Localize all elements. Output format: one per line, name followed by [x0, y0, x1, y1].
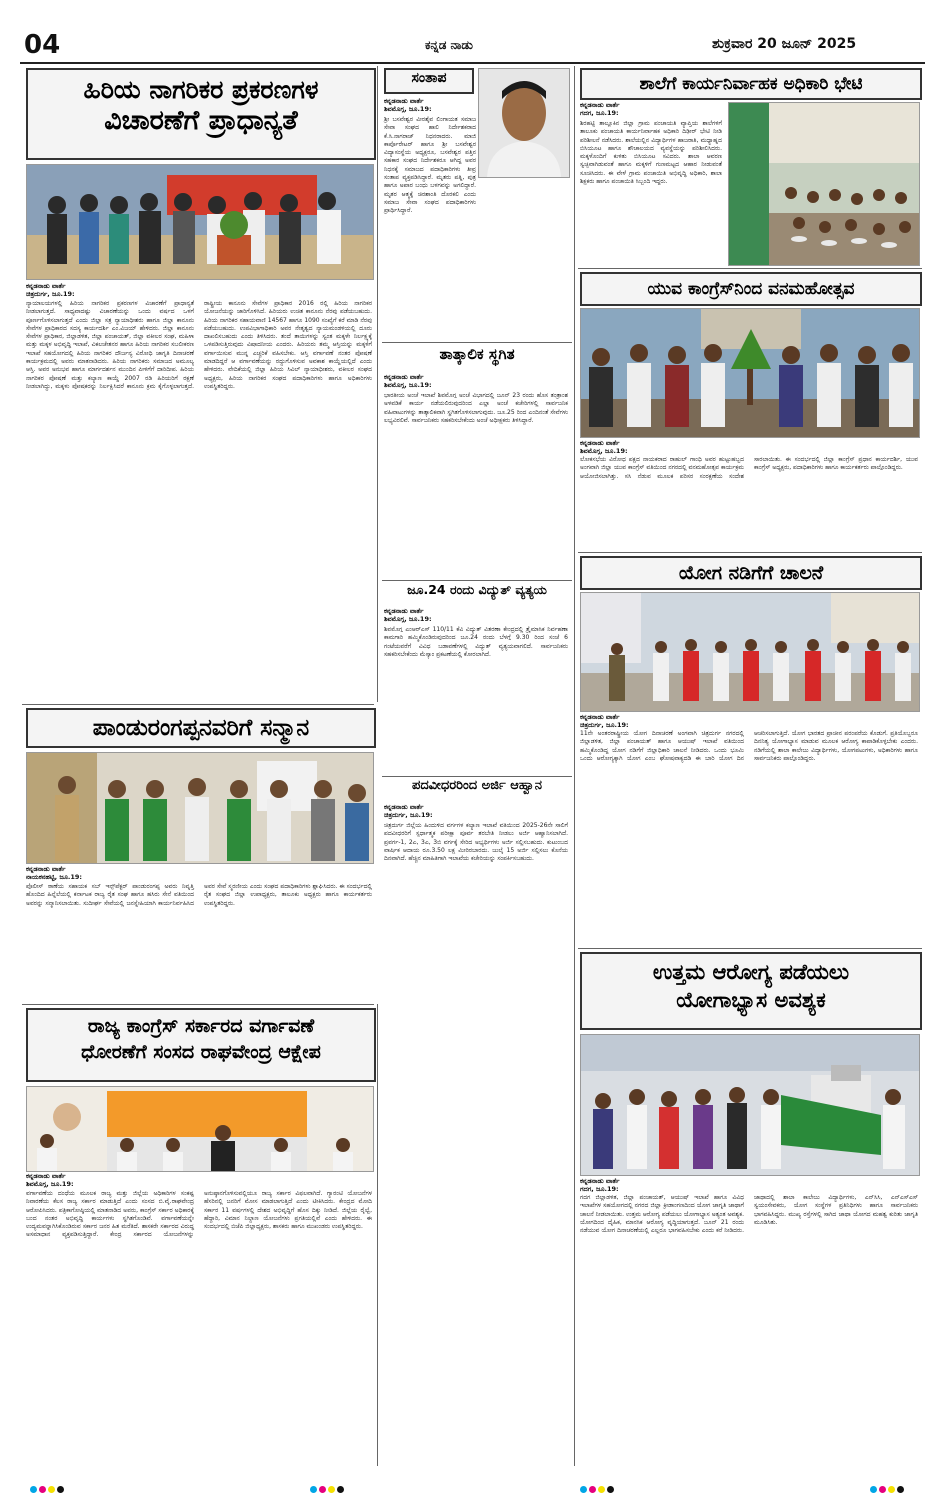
powercut-headline: ಜೂ.24 ರಂದು ವಿದ್ಯುತ್ ವ್ಯತ್ಯಯ — [407, 582, 547, 597]
applications-body: ಚಿತ್ರದುರ್ಗ ಜಿಲ್ಲೆಯ ಹಿಂದುಳಿದ ವರ್ಗಗಳ ಕಲ್ಯಾಣ ಇಲಾಖೆ ವತಿಯಿಂದ 2025-26ನೇ ಸಾಲಿಗೆ ಪದವೀಧರರಿಗೆ ಸ್ಪರ್ಧಾತ್ಮಕ ಪರೀಕ್ಷಾ ಪೂರ್ವ ತರಬೇತಿ ನೀಡಲು ಅರ್ಜಿ ಆಹ್ವಾನಿಸಲಾಗಿದೆ. ಪ್ರವರ್ಗ-1, 2ಎ, 3ಎ, 3ಬಿ ವರ್ಗಕ್ಕೆ ಸೇರಿದ ಅಭ್ಯರ್ಥಿಗಳು ಅರ್ಜಿ ಸಲ್ಲಿಸಬಹುದು. ಕುಟುಂಬದ ವಾರ್ಷಿಕ ಆದಾಯ ರೂ.3.50 ಲಕ್ಷ ಮೀರಿರಬಾರದು. ಜುಲೈ 15 ಅರ್ಜಿ ಸಲ್ಲಿಸಲು ಕೊನೆಯ ದಿನವಾಗಿದೆ. ಹೆಚ್ಚಿನ ಮಾಹಿತಿಗಾಗಿ ಇಲಾಖೆಯ ಕಚೇರಿಯನ್ನು ಸಂಪರ್ಕಿಸಬಹುದು. — [384, 822, 568, 863]
condolence-portrait — [478, 68, 570, 178]
congress-mp-body: ವರ್ಗಾವಣೆಯ ದಂಧೆಯ ಮೂಲಕ ರಾಜ್ಯ ಮತ್ತು ಜಿಲ್ಲೆಯ ಅಧಿಕಾರಿಗಳ ಸಂಕಷ್ಟ ನಿವಾರಣೆಯ ಕೆಲಸ ರಾಜ್ಯ ಸರ್ಕಾರ ಮಾಡುತ್ತಿದೆ ಎಂದು ಸಂಸದ ಬಿ.ವೈ.ರಾಘವೇಂದ್ರ ಆರೋಪಿಸಿದರು. ಪತ್ರಿಕಾಗೋಷ್ಠಿಯಲ್ಲಿ ಮಾತನಾಡಿದ ಅವರು, ಕಾಂಗ್ರೆಸ್ ಸರ್ಕಾರ ಅಧಿಕಾರಕ್ಕೆ ಬಂದ ನಂತರ ಅಭಿವೃದ್ಧಿ ಕಾರ್ಯಗಳು ಸ್ಥಗಿತಗೊಂಡಿವೆ. ವರ್ಗಾವಣೆಯನ್ನೇ ಉದ್ಯಮವನ್ನಾಗಿಸಿಕೊಂಡಿರುವ ಸರ್ಕಾರ ಜನರ ಹಿತ ಮರೆತಿದೆ. ಶಾಸಕರೇ ಸರ್ಕಾರದ ವಿರುದ್ಧ ಅಸಮಾಧಾನ ವ್ಯಕ್ತಪಡಿಸುತ್ತಿದ್ದಾರೆ. ಕೇಂದ್ರ ಸರ್ಕಾರದ ಯೋಜನೆಗಳನ್ನು ಅನುಷ್ಠಾನಗೊಳಿಸುವಲ್ಲಿಯೂ ರಾಜ್ಯ ಸರ್ಕಾರ ವಿಫಲವಾಗಿದೆ. ಗ್ಯಾರಂಟಿ ಯೋಜನೆಗಳ ಹೆಸರಿನಲ್ಲಿ ಜನರಿಗೆ ಮೋಸ ಮಾಡಲಾಗುತ್ತಿದೆ ಎಂದು ಟೀಕಿಸಿದರು. ಕೇಂದ್ರದ ಮೋದಿ ಸರ್ಕಾರ 11 ವರ್ಷಗಳಲ್ಲಿ ದೇಶದ ಅಭಿವೃದ್ಧಿಗೆ ಹೊಸ ದಿಕ್ಕು ನೀಡಿದೆ. ಜಿಲ್ಲೆಯ ರೈಲ್ವೆ, ಹೆದ್ದಾರಿ, ವಿಮಾನ ನಿಲ್ದಾಣ ಯೋಜನೆಗಳು ಪ್ರಗತಿಯಲ್ಲಿವೆ ಎಂದು ಹೇಳಿದರು. ಈ ಸಂದರ್ಭದಲ್ಲಿ ಬಿಜೆಪಿ ಜಿಲ್ಲಾಧ್ಯಕ್ಷರು, ಶಾಸಕರು ಹಾಗೂ ಮುಖಂಡರು ಉಪಸ್ಥಿತರಿದ್ದರು. — [26, 1190, 372, 1239]
yoga-walk-dateline: ಚಿತ್ರದುರ್ಗ, ಜೂ.19: — [580, 720, 629, 729]
health-yoga-body: ಗದಗ ಜಿಲ್ಲಾಡಳಿತ, ಜಿಲ್ಲಾ ಪಂಚಾಯತ್, ಆಯುಷ್ ಇಲಾಖೆ ಹಾಗೂ ವಿವಿಧ ಇಲಾಖೆಗಳ ಸಹಯೋಗದಲ್ಲಿ ನಗರದ ಜಿಲ್ಲಾ ಕ್ರೀಡಾಂಗಣದಿಂದ ಯೋಗ ಜಾಗೃತಿ ಜಾಥಾಗೆ ಚಾಲನೆ ನೀಡಲಾಯಿತು. ಉತ್ತಮ ಆರೋಗ್ಯ ಪಡೆಯಲು ಯೋಗಾಭ್ಯಾಸ ಅತ್ಯಂತ ಅವಶ್ಯಕ. ಯೋಗದಿಂದ ದೈಹಿಕ, ಮಾನಸಿಕ ಆರೋಗ್ಯ ವೃದ್ಧಿಯಾಗುತ್ತದೆ. ಜೂನ್ 21 ರಂದು ನಡೆಯುವ ಯೋಗ ದಿನಾಚರಣೆಯಲ್ಲಿ ಎಲ್ಲರೂ ಭಾಗವಹಿಸಬೇಕು ಎಂದು ಕರೆ ನೀಡಿದರು. ಜಾಥಾದಲ್ಲಿ ಶಾಲಾ ಕಾಲೇಜು ವಿದ್ಯಾರ್ಥಿಗಳು, ಎನ್‌ಸಿಸಿ, ಎನ್‌ಎಸ್‌ಎಸ್ ಸ್ವಯಂಸೇವಕರು, ಯೋಗ ಸಂಸ್ಥೆಗಳ ಪ್ರತಿನಿಧಿಗಳು ಹಾಗೂ ಸಾರ್ವಜನಿಕರು ಭಾಗವಹಿಸಿದ್ದರು. ಮುಖ್ಯ ರಸ್ತೆಗಳಲ್ಲಿ ಸಾಗಿದ ಜಾಥಾ ಯೋಗದ ಮಹತ್ವ ಕುರಿತು ಜಾಗೃತಿ ಮೂಡಿಸಿತು. — [580, 1194, 918, 1235]
health-yoga-headline — [580, 952, 922, 1030]
divider — [578, 948, 922, 949]
congress-mp-headline-line2: ಧೋರಣೆಗೆ ಸಂಸದ ರಾಘವೇಂದ್ರ ಆಕ್ಷೇಪ — [81, 1040, 321, 1063]
congress-mp-photo — [26, 1086, 374, 1172]
health-yoga-credit — [580, 1178, 730, 1194]
yoga-walk-headline: ಯೋಗ ನಡಿಗೆಗೆ ಚಾಲನೆ — [580, 556, 922, 590]
divider — [382, 342, 572, 343]
registration-dots — [870, 1478, 906, 1497]
yoga-walk-credit — [580, 714, 730, 730]
health-yoga-headline-line2: ಯೋಗಾಭ್ಯಾಸ ಅವಶ್ಯಕ — [676, 988, 826, 1013]
congress-mp-dateline: ಶಿವಮೊಗ್ಗ, ಜೂ.19: — [26, 1179, 74, 1188]
plantation-body: ಲೋಕಸಭೆಯ ವಿರೋಧ ಪಕ್ಷದ ನಾಯಕರಾದ ರಾಹುಲ್ ಗಾಂಧಿ ಅವರ ಹುಟ್ಟುಹಬ್ಬದ ಅಂಗವಾಗಿ ಜಿಲ್ಲಾ ಯುವ ಕಾಂಗ್ರೆಸ್ ವತಿಯಿಂದ ನಗರದಲ್ಲಿ ವನಮಹೋತ್ಸವ ಕಾರ್ಯಕ್ರಮ ಆಯೋಜಿಸಲಾಗಿತ್ತು. ಸಸಿ ನೆಡುವ ಮೂಲಕ ಪರಿಸರ ಸಂರಕ್ಷಣೆಯ ಸಂದೇಶ ಸಾರಲಾಯಿತು. ಈ ಸಂದರ್ಭದಲ್ಲಿ ಜಿಲ್ಲಾ ಕಾಂಗ್ರೆಸ್ ಪ್ರಧಾನ ಕಾರ್ಯದರ್ಶಿ, ಯುವ ಕಾಂಗ್ರೆಸ್ ಅಧ್ಯಕ್ಷರು, ಪದಾಧಿಕಾರಿಗಳು ಹಾಗೂ ಕಾರ್ಯಕರ್ತರು ಪಾಲ್ಗೊಂಡಿದ್ದರು. — [580, 456, 918, 480]
school-visit-photo — [728, 102, 920, 266]
school-visit-credit-label: ಕನ್ನಡನಾಡು ವಾರ್ತೆ — [580, 101, 620, 109]
elderly-credit — [26, 283, 196, 299]
postponed-credit — [384, 374, 568, 390]
applications-credit — [384, 804, 568, 820]
plantation-photo — [580, 308, 920, 438]
felicitation-headline: ಪಾಂಡುರಂಗಪ್ಪನವರಿಗೆ ಸನ್ಮಾನ — [26, 708, 376, 748]
divider — [578, 268, 922, 269]
postponed-body: ಭಾರತೀಯ ಅಂಚೆ ಇಲಾಖೆ ಶಿವಮೊಗ್ಗ ಅಂಚೆ ವಿಭಾಗದಲ್ಲಿ ಜೂನ್ 23 ರಂದು ಹೊಸ ತಂತ್ರಾಂಶ ಅಳವಡಿಕೆ ಕಾರ್ಯ ನಡೆಯಲಿರುವುದರಿಂದ ಎಲ್ಲಾ ಅಂಚೆ ಕಚೇರಿಗಳಲ್ಲಿ ಸಾರ್ವಜನಿಕ ವಹಿವಾಟುಗಳನ್ನು ತಾತ್ಕಾಲಿಕವಾಗಿ ಸ್ಥಗಿತಗೊಳಿಸಲಾಗುವುದು. ಜೂ.25 ರಿಂದ ಎಂದಿನಂತೆ ಸೇವೆಗಳು ಲಭ್ಯವಿರಲಿವೆ. ಸಾರ್ವಜನಿಕರು ಸಹಕರಿಸಬೇಕೆಂದು ಅಂಚೆ ಅಧೀಕ್ಷಕರು ತಿಳಿಸಿದ್ದಾರೆ. — [384, 392, 568, 424]
powercut-credit — [384, 608, 568, 624]
powercut-body: ಶಿವಮೊಗ್ಗ ಎಂಆರ್‌ಎಸ್ 110/11 ಕೆವಿ ವಿದ್ಯುತ್ ವಿತರಣಾ ಕೇಂದ್ರದಲ್ಲಿ ತ್ರೈಮಾಸಿಕ ನಿರ್ವಹಣಾ ಕಾಮಗಾರಿ ಹಮ್ಮಿಕೊಂಡಿರುವುದರಿಂದ ಜೂ.24 ರಂದು ಬೆಳಗ್ಗೆ 9.30 ರಿಂದ ಸಂಜೆ 6 ಗಂಟೆಯವರೆಗೆ ವಿವಿಧ ಬಡಾವಣೆಗಳಲ್ಲಿ ವಿದ್ಯುತ್ ವ್ಯತ್ಯಯವಾಗಲಿದೆ. ಸಾರ್ವಜನಿಕರು ಸಹಕರಿಸಬೇಕೆಂದು ಮೆಸ್ಕಾಂ ಪ್ರಕಟಣೆಯಲ್ಲಿ ಕೋರಲಾಗಿದೆ. — [384, 626, 568, 658]
applications-headline: ಪದವೀಧರರಿಂದ ಅರ್ಜಿ ಆಹ್ವಾನ — [412, 778, 542, 793]
condolence-credit-label: ಕನ್ನಡನಾಡು ವಾರ್ತೆ — [384, 97, 424, 105]
elderly-headline — [26, 68, 376, 160]
divider — [22, 1004, 374, 1005]
yoga-walk-photo — [580, 592, 920, 712]
felicitation-credit-label: ಕನ್ನಡನಾಡು ವಾರ್ತೆ — [26, 865, 66, 873]
health-yoga-headline-line1: ಉತ್ತಮ ಆರೋಗ್ಯ ಪಡೆಯಲು — [652, 960, 850, 984]
powercut-credit-label: ಕನ್ನಡನಾಡು ವಾರ್ತೆ — [384, 607, 424, 615]
elderly-headline-line1: ಹಿರಿಯ ನಾಗರಿಕರ ಪ್ರಕರಣಗಳ — [83, 75, 319, 104]
divider — [382, 776, 572, 777]
page-number: 04 — [24, 30, 61, 60]
elderly-body: ನ್ಯಾಯಾಲಯಗಳಲ್ಲಿ ಹಿರಿಯ ನಾಗರಿಕರ ಪ್ರಕರಣಗಳ ವಿಚಾರಣೆಗೆ ಪ್ರಾಧಾನ್ಯತೆ ನೀಡಲಾಗುತ್ತದೆ. ಸಾಧ್ಯವಾದಷ್ಟು ವಿಚಾರಣೆಯನ್ನು ಒಂದು ವರ್ಷದ ಒಳಗೆ ಪೂರ್ಣಗೊಳಿಸಲಾಗುತ್ತದೆ ಎಂದು ಜಿಲ್ಲಾ ಸತ್ರ ನ್ಯಾಯಾಧೀಶರು ಹಾಗೂ ಜಿಲ್ಲಾ ಕಾನೂನು ಸೇವೆಗಳ ಪ್ರಾಧಿಕಾರದ ಸದಸ್ಯ ಕಾರ್ಯದರ್ಶಿ ಎಂ.ವಿಜಯ್ ಹೇಳಿದರು. ಜಿಲ್ಲಾ ಕಾನೂನು ಸೇವೆಗಳ ಪ್ರಾಧಿಕಾರ, ಜಿಲ್ಲಾಡಳಿತ, ಜಿಲ್ಲಾ ಪಂಚಾಯತ್, ಜಿಲ್ಲಾ ವಕೀಲರ ಸಂಘ, ಮಹಿಳಾ ಮತ್ತು ಮಕ್ಕಳ ಅಭಿವೃದ್ಧಿ ಇಲಾಖೆ, ವಿಕಲಚೇತನರ ಹಾಗೂ ಹಿರಿಯ ನಾಗರಿಕರ ಸಬಲೀಕರಣ ಇಲಾಖೆ ಸಹಯೋಗದಲ್ಲಿ ಹಿರಿಯ ನಾಗರಿಕರ ದೌರ್ಜನ್ಯ ವಿರೋಧಿ ಜಾಗೃತಿ ದಿನಾಚರಣೆ ಕಾರ್ಯಕ್ರಮದಲ್ಲಿ ಅವರು ಮಾತನಾಡಿದರು. ಹಿರಿಯ ನಾಗರಿಕರು ಸಮಾಜದ ಅಮೂಲ್ಯ ಆಸ್ತಿ. ಅವರ ಅನುಭವ ಹಾಗೂ ಮಾರ್ಗದರ್ಶನ ಮುಂದಿನ ಪೀಳಿಗೆಗೆ ದಾರಿದೀಪ. ಹಿರಿಯ ನಾಗರಿಕರ ಪೋಷಣೆ ಮತ್ತು ಕಲ್ಯಾಣ ಕಾಯ್ದೆ 2007 ರಡಿ ಹಿರಿಯರಿಗೆ ರಕ್ಷಣೆ ನೀಡಲಾಗಿದ್ದು, ಮಕ್ಕಳು ಪೋಷಕರನ್ನು ನಿರ್ಲಕ್ಷಿಸಿದರೆ ಕಾನೂನು ಕ್ರಮ ಕೈಗೊಳ್ಳಲಾಗುತ್ತದೆ. ರಾಷ್ಟ್ರೀಯ ಕಾನೂನು ಸೇವೆಗಳ ಪ್ರಾಧಿಕಾರ 2016 ರಲ್ಲಿ ಹಿರಿಯ ನಾಗರಿಕರ ಯೋಜನೆಯನ್ನು ಜಾರಿಗೊಳಿಸಿದೆ. ಹಿರಿಯರು ಉಚಿತ ಕಾನೂನು ನೆರವು ಪಡೆಯಬಹುದು. ಹಿರಿಯ ನಾಗರಿಕರ ಸಹಾಯವಾಣಿ 14567 ಹಾಗೂ 1090 ಸಂಖ್ಯೆಗೆ ಕರೆ ಮಾಡಿ ನೆರವು ಪಡೆಯಬಹುದು. ಉಪವಿಭಾಗಾಧಿಕಾರಿ ಅವರ ನೇತೃತ್ವದ ನ್ಯಾಯಮಂಡಳಿಯಲ್ಲಿ ದೂರು ದಾಖಲಿಸಬಹುದು ಎಂದು ತಿಳಿಸಿದರು. ತಂದೆ ತಾಯಿಗಳನ್ನು ಸ್ವಂತ ಮಕ್ಕಳೇ ನಿರ್ಲಕ್ಷ್ಯಕ್ಕೆ ಒಳಪಡಿಸುತ್ತಿರುವುದು ವಿಷಾದನೀಯ ಎಂದರು. ಹಿರಿಯರು ತಮ್ಮ ಆಸ್ತಿಯನ್ನು ಮಕ್ಕಳಿಗೆ ವರ್ಗಾಯಿಸುವ ಮುನ್ನ ಎಚ್ಚರಿಕೆ ವಹಿಸಬೇಕು. ಆಸ್ತಿ ವರ್ಗಾವಣೆ ನಂತರ ಪೋಷಣೆ ಮಾಡದಿದ್ದರೆ ಆ ವರ್ಗಾವಣೆಯನ್ನು ರದ್ದುಗೊಳಿಸುವ ಅವಕಾಶ ಕಾಯ್ದೆಯಲ್ಲಿದೆ ಎಂದು ಹೇಳಿದರು. ವೇದಿಕೆಯಲ್ಲಿ ಜಿಲ್ಲಾ ಹಿರಿಯ ಸಿವಿಲ್ ನ್ಯಾಯಾಧೀಶರು, ವಕೀಲರ ಸಂಘದ ಅಧ್ಯಕ್ಷರು, ಹಿರಿಯ ನಾಗರಿಕರ ಸಂಘದ ಪದಾಧಿಕಾರಿಗಳು ಹಾಗೂ ಅಧಿಕಾರಿಗಳು ಉಪಸ್ಥಿತರಿದ್ದರು. — [26, 300, 372, 390]
divider — [22, 704, 374, 705]
applications-credit-label: ಕನ್ನಡನಾಡು ವಾರ್ತೆ — [384, 803, 424, 811]
applications-dateline: ಚಿತ್ರದುರ್ಗ, ಜೂ.19: — [384, 810, 433, 819]
registration-dots — [580, 1478, 616, 1497]
yoga-walk-credit-label: ಕನ್ನಡನಾಡು ವಾರ್ತೆ — [580, 713, 620, 721]
health-yoga-dateline: ಗದಗ, ಜೂ.19: — [580, 1184, 619, 1193]
registration-dots — [310, 1478, 346, 1497]
plantation-credit-label: ಕನ್ನಡನಾಡು ವಾರ್ತೆ — [580, 439, 620, 447]
felicitation-dateline: ನಾಯಕನಹಟ್ಟಿ, ಜೂ.19: — [26, 872, 82, 881]
divider — [382, 580, 572, 581]
school-visit-headline: ಶಾಲೆಗೆ ಕಾರ್ಯನಿರ್ವಾಹಕ ಅಧಿಕಾರಿ ಭೇಟಿ — [580, 68, 922, 100]
school-visit-credit — [580, 102, 730, 118]
school-visit-dateline: ಗದಗ, ಜೂ.19: — [580, 108, 619, 117]
divider — [578, 552, 922, 553]
congress-mp-headline-line1: ರಾಜ್ಯ ಕಾಂಗ್ರೆಸ್ ಸರ್ಕಾರದ ವರ್ಗಾವಣೆ — [87, 1015, 315, 1037]
condolence-body-cont — [384, 180, 568, 340]
elderly-dateline: ಚಿತ್ರದುರ್ಗ, ಜೂ.19: — [26, 289, 75, 298]
masthead: ಕನ್ನಡ ನಾಡು — [425, 38, 473, 52]
school-visit-body: ಶಿರಹಟ್ಟಿ ತಾಲ್ಲೂಕಿನ ಜಿಲ್ಲಾ ಗ್ರಾಮ ಪಂಚಾಯತಿ ವ್ಯಾಪ್ತಿಯ ಶಾಲೆಗಳಿಗೆ ತಾಲೂಕು ಪಂಚಾಯತಿ ಕಾರ್ಯನಿರ್ವಾಹಕ ಅಧಿಕಾರಿ ದಿಢೀರ್ ಭೇಟಿ ನೀಡಿ ಪರಿಶೀಲನೆ ನಡೆಸಿದರು. ಶಾಲೆಯಲ್ಲಿನ ವಿದ್ಯಾರ್ಥಿಗಳ ಹಾಜರಾತಿ, ಮಧ್ಯಾಹ್ನದ ಬಿಸಿಯೂಟ ಹಾಗೂ ಶೌಚಾಲಯದ ವ್ಯವಸ್ಥೆಯನ್ನು ಪರಿಶೀಲಿಸಿದರು. ಮಕ್ಕಳೊಂದಿಗೆ ಕುಳಿತು ಬಿಸಿಯೂಟ ಸವಿದರು. ಶಾಲಾ ಆವರಣ ಸ್ವಚ್ಛವಾಗಿಡುವಂತೆ ಹಾಗೂ ಮಕ್ಕಳಿಗೆ ಗುಣಮಟ್ಟದ ಆಹಾರ ನೀಡುವಂತೆ ಸೂಚಿಸಿದರು. ಈ ವೇಳೆ ಗ್ರಾಮ ಪಂಚಾಯಿತಿ ಅಭಿವೃದ್ಧಿ ಅಧಿಕಾರಿ, ಶಾಲಾ ಶಿಕ್ಷಕರು ಹಾಗೂ ಪಂಚಾಯಿತಿ ಸಿಬ್ಬಂದಿ ಇದ್ದರು. — [580, 120, 722, 186]
health-yoga-credit-label: ಕನ್ನಡನಾಡು ವಾರ್ತೆ — [580, 1177, 620, 1185]
header-rule — [20, 62, 925, 64]
plantation-credit — [580, 440, 730, 456]
health-yoga-photo — [580, 1034, 920, 1176]
felicitation-body: ಪೊಲೀಸ್ ಠಾಣೆಯ ಸಹಾಯಕ ಸಬ್ ಇನ್ಸ್‌ಪೆಕ್ಟರ್ ಪಾಂಡುರಂಗಪ್ಪ ಅವರು ನಿವೃತ್ತಿ ಹೊಂದಿದ ಹಿನ್ನೆಲೆಯಲ್ಲಿ ಕರ್ನಾಟಕ ರಾಜ್ಯ ರೈತ ಸಂಘ ಹಾಗೂ ಹಸಿರು ಸೇನೆ ವತಿಯಿಂದ ಅವರನ್ನು ಸನ್ಮಾನಿಸಲಾಯಿತು. ಸುದೀರ್ಘ ಸೇವೆಯಲ್ಲಿ ಜನಸ್ನೇಹಿಯಾಗಿ ಕಾರ್ಯನಿರ್ವಹಿಸಿದ ಅವರ ಸೇವೆ ಸ್ಮರಣೀಯ ಎಂದು ಸಂಘದ ಪದಾಧಿಕಾರಿಗಳು ಶ್ಲಾಘಿಸಿದರು. ಈ ಸಂದರ್ಭದಲ್ಲಿ ರೈತ ಸಂಘದ ಜಿಲ್ಲಾ ಉಪಾಧ್ಯಕ್ಷರು, ತಾಲೂಕು ಅಧ್ಯಕ್ಷರು ಹಾಗೂ ಕಾರ್ಯಕರ್ತರು ಉಪಸ್ಥಿತರಿದ್ದರು. — [26, 883, 372, 907]
elderly-credit-label: ಕನ್ನಡನಾಡು ವಾರ್ತೆ — [26, 282, 66, 290]
column-rule — [377, 1004, 378, 1466]
yoga-walk-body: 11ನೇ ಅಂತರರಾಷ್ಟ್ರೀಯ ಯೋಗ ದಿನಾಚರಣೆ ಅಂಗವಾಗಿ ಚಿತ್ರದುರ್ಗ ನಗರದಲ್ಲಿ ಜಿಲ್ಲಾಡಳಿತ, ಜಿಲ್ಲಾ ಪಂಚಾಯತ್ ಹಾಗೂ ಆಯುಷ್ ಇಲಾಖೆ ವತಿಯಿಂದ ಹಮ್ಮಿಕೊಂಡಿದ್ದ ಯೋಗ ನಡಿಗೆಗೆ ಜಿಲ್ಲಾಧಿಕಾರಿ ಚಾಲನೆ ನೀಡಿದರು. ಒಂದು ಭೂಮಿ ಒಂದು ಆರೋಗ್ಯಕ್ಕಾಗಿ ಯೋಗ ಎಂಬ ಘೋಷವಾಕ್ಯದಡಿ ಈ ಬಾರಿ ಯೋಗ ದಿನ ಆಚರಿಸಲಾಗುತ್ತಿದೆ. ಯೋಗ ಭಾರತದ ಪ್ರಾಚೀನ ಪರಂಪರೆಯ ಕೊಡುಗೆ. ಪ್ರತಿಯೊಬ್ಬರೂ ದಿನನಿತ್ಯ ಯೋಗಾಭ್ಯಾಸ ಮಾಡುವ ಮೂಲಕ ಆರೋಗ್ಯ ಕಾಪಾಡಿಕೊಳ್ಳಬೇಕು ಎಂದರು. ನಡಿಗೆಯಲ್ಲಿ ಶಾಲಾ ಕಾಲೇಜು ವಿದ್ಯಾರ್ಥಿಗಳು, ಯೋಗಪಟುಗಳು, ಅಧಿಕಾರಿಗಳು ಹಾಗೂ ಸಾರ್ವಜನಿಕರು ಪಾಲ್ಗೊಂಡಿದ್ದರು. — [580, 730, 918, 762]
condolence-credit — [384, 98, 474, 114]
condolence-dateline: ಶಿವಮೊಗ್ಗ, ಜೂ.19: — [384, 104, 432, 113]
congress-mp-headline — [26, 1008, 376, 1082]
condolence-body: ಶ್ರೀ ಬಸವೇಶ್ವರ ವೀರಶೈವ ಲಿಂಗಾಯತ ಸಮಾಜ ಸೇವಾ ಸಂಘದ ಹಾಲಿ ನಿರ್ದೇಶಕರಾದ ಕೆ.ಸಿ.ನಾಗರಾಜ್ ನಿಧನರಾದರು. ಮಾಜಿ ಕಾರ್ಪೊರೇಟರ್ ಹಾಗೂ ಶ್ರೀ ಬಸವೇಶ್ವರ ವಿದ್ಯಾಸಂಸ್ಥೆಯ ಅಧ್ಯಕ್ಷರೂ, ಬಸವೇಶ್ವರ ಪತ್ತಿನ ಸಹಕಾರ ಸಂಘದ ನಿರ್ದೇಶಕರೂ ಆಗಿದ್ದ ಅವರ ನಿಧನಕ್ಕೆ ಸಮಾಜದ ಪದಾಧಿಕಾರಿಗಳು ತೀವ್ರ ಸಂತಾಪ ವ್ಯಕ್ತಪಡಿಸಿದ್ದಾರೆ. ಮೃತರು ಪತ್ನಿ, ಪುತ್ರ ಹಾಗೂ ಅಪಾರ ಬಂಧು ಬಳಗವನ್ನು ಅಗಲಿದ್ದಾರೆ. ಮೃತರ ಆತ್ಮಕ್ಕೆ ಚಿರಶಾಂತಿ ದೊರಕಲಿ ಎಂದು ಸಮಾಜ ಸೇವಾ ಸಂಘದ ಪದಾಧಿಕಾರಿಗಳು ಪ್ರಾರ್ಥಿಸಿದ್ದಾರೆ. — [384, 116, 476, 215]
postponed-dateline: ಶಿವಮೊಗ್ಗ, ಜೂ.19: — [384, 380, 432, 389]
felicitation-credit — [26, 866, 196, 882]
congress-mp-credit-label: ಕನ್ನಡನಾಡು ವಾರ್ತೆ — [26, 1172, 66, 1180]
elderly-photo — [26, 164, 374, 280]
postponed-credit-label: ಕನ್ನಡನಾಡು ವಾರ್ತೆ — [384, 373, 424, 381]
plantation-dateline: ಶಿವಮೊಗ್ಗ, ಜೂ.19: — [580, 446, 628, 455]
plantation-headline: ಯುವ ಕಾಂಗ್ರೆಸ್‌ನಿಂದ ವನಮಹೋತ್ಸವ — [580, 272, 922, 306]
issue-date: ಶುಕ್ರವಾರ 20 ಜೂನ್ 2025 — [712, 36, 857, 52]
elderly-headline-line2: ವಿಚಾರಣೆಗೆ ಪ್ರಾಧಾನ್ಯತೆ — [104, 104, 298, 136]
column-rule — [377, 66, 378, 702]
postponed-headline: ತಾತ್ಕಾಲಿಕ ಸ್ಥಗಿತ — [439, 345, 515, 363]
congress-mp-credit — [26, 1173, 196, 1189]
powercut-dateline: ಶಿವಮೊಗ್ಗ, ಜೂ.19: — [384, 614, 432, 623]
felicitation-photo — [26, 752, 374, 864]
column-rule — [574, 66, 575, 1466]
registration-dots — [30, 1478, 66, 1497]
condolence-headline: ಸಂತಾಪ — [384, 68, 474, 94]
